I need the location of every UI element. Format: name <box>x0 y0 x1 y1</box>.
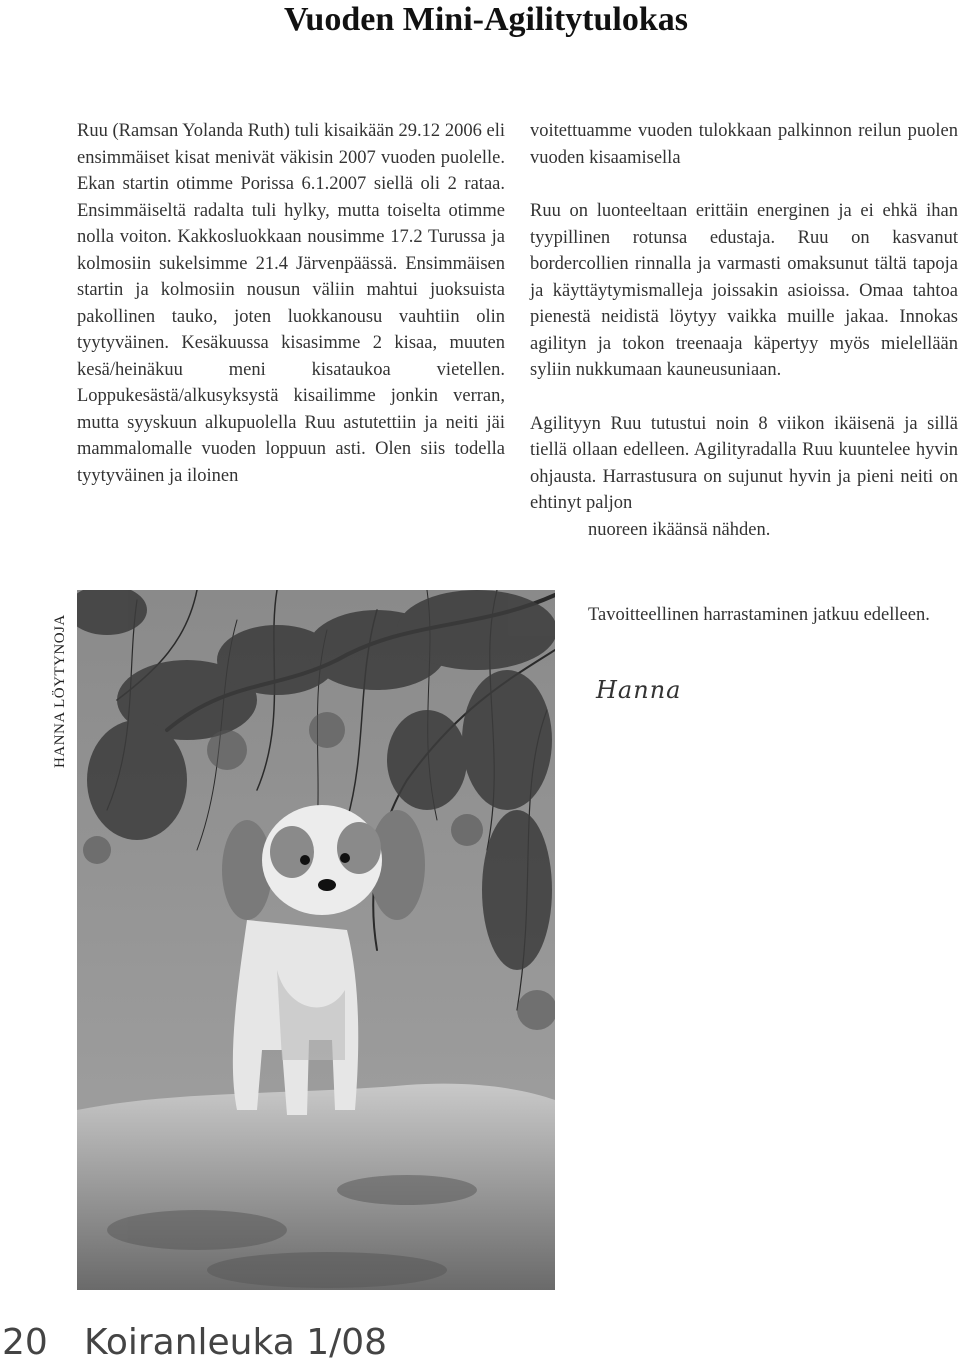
author-signature: Hanna <box>596 676 682 704</box>
dog-photo-image <box>77 590 555 1290</box>
page-footer <box>0 1322 387 1363</box>
article-title: Vuoden Mini-Agilitytulokas <box>284 1 688 38</box>
page-number: 20 <box>2 1322 48 1363</box>
paragraph-1: voitettuamme vuoden tulokkaan palkinnon reilun puolen vuoden kisaamisella <box>530 121 958 168</box>
paragraph-3-tail: nuoreen ikäänsä nähden. <box>588 519 771 540</box>
article-text-right <box>530 118 958 543</box>
closing-text: Tavoitteellinen harrastaminen jatkuu edelleen. <box>588 605 930 625</box>
magazine-issue: Koiranleuka 1/08 <box>84 1322 388 1363</box>
photo-credit <box>52 592 74 772</box>
photo-credit-text: HANNA LÖYTYNOJA <box>52 614 68 768</box>
article-text-left: Ruu (Ramsan Yolanda Ruth) tuli kisaikään 29.12 2006 eli ensimmäiset kisat menivät väkisin 2007 vuoden puolelle. Ekan startin otimme Porissa 6.1.2007 siellä oli 2 rataa. Ensimmäiseltä radalta tuli hylky, mutta toiselta otimme nolla voiton. Kakkosluokkaan nousimme 17.2 Turussa ja kolmosiin sukelsimme 21.4 Järvenpäässä. Ensimmäisen startin ja kolmosiin nousun väliin mahtui juoksuista pakollinen tauko, joten luokkanousu vauhtiin olin tyytyväinen. Kesäkuussa kisasimme 2 kisaa, muuten kesä/heinäkuu meni kisataukoa vietellen. Loppukesästä/alkusyksystä kisailimme jonkin verran, mutta syyskuun alkupuolella Ruu astutettiin ja neiti jäi mammalomalle vuoden loppuun asti. Olen siis todella tyytyväinen ja iloinen <box>77 121 505 486</box>
paragraph-3: Agilityyn Ruu tutustui noin 8 viikon ikäisenä ja sillä tiellä ollaan edelleen. Agilityradalla Ruu kuuntelee hyvin ohjausta. Harrastusura on sujunut hyvin ja pieni neiti on ehtinyt paljon <box>530 413 958 513</box>
dog-photo <box>77 590 555 1290</box>
paragraph-2: Ruu on luonteeltaan erittäin energinen ja ei ehkä ihan tyypillinen rotunsa edustaja. Ruu on kasvanut bordercollien rinnalla ja varmasti omaksunut tältä tapoja ja käyttäytymismalleja joissakin asioissa. Omaa tahtoa pienestä neidistä löytyy vaikka muille jakaa. Innokas agilityn ja tokon treenaaja käpertyy myös mielellään syliin nukkumaan kauneusuniaan. <box>530 201 958 380</box>
